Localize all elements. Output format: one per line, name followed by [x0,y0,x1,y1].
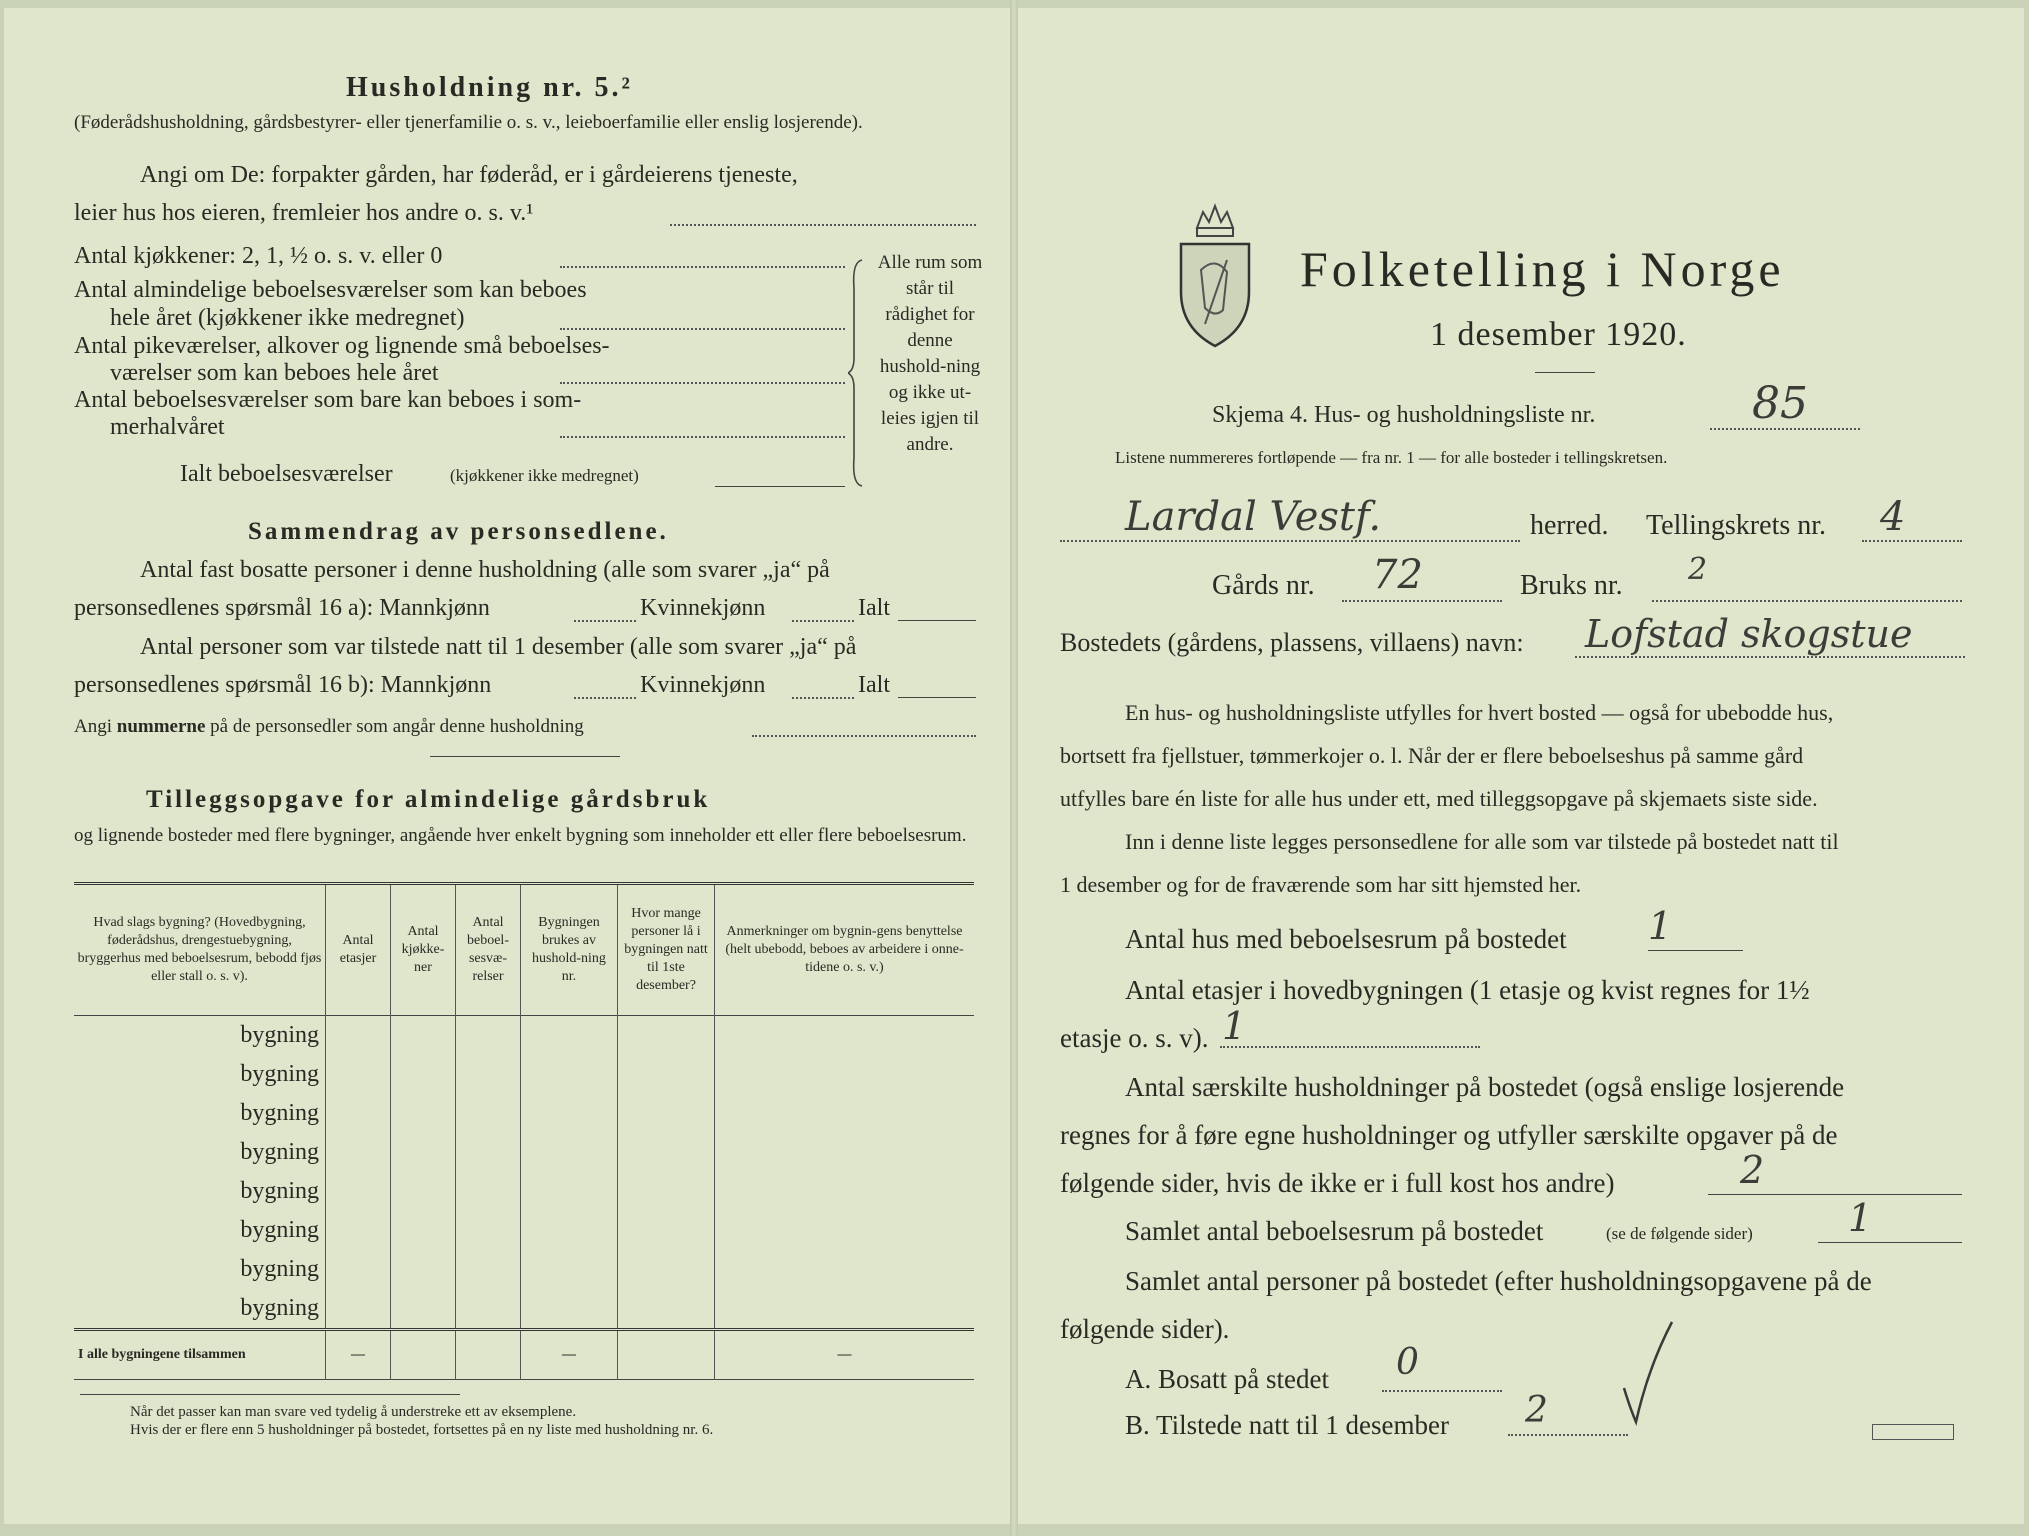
col-kitchens: Antal kjøkke-ner [391,884,456,1016]
hus-label: Antal hus med beboelsesrum på bostedet [1125,924,1567,954]
maid-rooms-line-2: værelser som kan beboes hele året [110,360,439,386]
rooms-year-line-1: Antal almindelige beboelsesværelser som kan beboes [74,277,587,303]
para1-line-2: bortsett fra fjellstuer, tømmerkojer o. l. Når der er flere beboelseshus på samme gård [1060,743,1804,768]
table-row[interactable]: bygning [74,1250,974,1289]
present-female-fill[interactable] [792,697,854,699]
fast-female-fill[interactable] [792,620,854,622]
total-rooms-note: (kjøkkener ikke medregnet) [450,466,639,485]
gards-label: Gårds nr. [1212,570,1315,601]
persons-line-2: følgende sider). [1060,1314,1230,1344]
summer-rooms-line-1: Antal beboelsesværelser som bare kan beboes i som- [74,387,582,413]
table-row[interactable]: bygning [74,1016,974,1056]
etasjer-value[interactable]: 1 [1222,1004,1247,1048]
footnote-2: Hvis der er flere enn 5 husholdninger på bostedet, fortsettes på en ny liste med husholdning nr. 6. [130,1422,714,1438]
para1-line-3: utfylles bare én liste for alle hus under ett, med tilleggsopgave på skjemaets siste side. [1060,786,1818,811]
fast-female-label: Kvinnekjønn [640,595,766,621]
rooms-total-value[interactable]: 1 [1848,1196,1873,1240]
rooms-total-fill[interactable] [1818,1242,1962,1243]
footnote-rule [80,1394,460,1395]
households-line-3: følgende sider, hvis de ikke er i full kost hos andre) [1060,1168,1615,1198]
bosted-fill[interactable] [1575,656,1965,658]
kitchens-label: Antal kjøkkener: 2, 1, ½ o. s. v. eller 0 [74,243,443,269]
present-total-label: Ialt [858,672,890,698]
hus-fill[interactable] [1648,950,1743,951]
bracket-note: Alle rum som står til rådighet for denne hushold-ning og ikke ut-leies igjen til andre. [877,252,983,455]
present-value[interactable]: 2 [1525,1390,1548,1431]
bruks-label: Bruks nr. [1520,570,1623,601]
buildings-table-header [74,884,974,1016]
households-line-1: Antal særskilte husholdninger på bostedet (også enslige losjerende [1125,1072,1845,1102]
bruks-value[interactable]: 2 [1688,552,1708,587]
para1-line-1: En hus- og husholdningsliste utfylles for hvert bosted — også for ubebodde hus, [1125,700,1834,725]
gards-fill[interactable] [1342,600,1502,602]
buildings-table [74,882,974,1380]
rooms-total-label: Samlet antal beboelsesrum på bostedet [1125,1216,1544,1246]
table-row[interactable]: bygning [74,1211,974,1250]
bosted-label: Bostedets (gårdens, plassens, villaens) navn: [1060,628,1524,657]
table-row[interactable]: bygning [74,1055,974,1094]
fast-total-fill[interactable] [898,620,976,621]
col-remarks: Anmerkninger om bygnin-gens benyttelse (helt ubebodd, beboes av arbeidere i onne-tidene o. s. v.) [715,884,975,1016]
resident-label: A. Bosatt på stedet [1125,1364,1329,1394]
herred-label: herred. [1530,510,1609,541]
bosted-value[interactable]: Lofstad skogstue [1585,612,1913,656]
title-divider [1535,372,1595,373]
summer-rooms-fill-line[interactable] [560,436,845,438]
households-line-2: regnes for å føre egne husholdninger og utfyller særskilte opgaver på de [1060,1120,1838,1150]
total-rooms-fill-line[interactable] [715,486,845,487]
present-male-fill[interactable] [574,697,636,699]
summer-rooms-line-2: merhalvåret [110,414,225,440]
angi-fill-line[interactable] [670,224,976,226]
resident-value[interactable]: 0 [1396,1342,1419,1383]
para2-line-2: 1 desember og for de fraværende som har sitt hjemsted her. [1060,872,1582,897]
numbering-note: Listene nummereres fortløpende — fra nr. 1 — for alle bosteder i tellingskretsen. [1115,448,1668,467]
present-line-2: personsedlenes spørsmål 16 b): Mannkjønn [74,672,492,698]
resident-fill[interactable] [1382,1390,1502,1392]
present-line-1: Antal personer som var tilstede natt til 1 desember (alle som svarer „ja“ på [140,634,857,660]
footnote-1: Når det passer kan man svare ved tydelig å understreke ett av eksemplene. [130,1404,577,1420]
col-persons: Hvor mange personer lå i bygningen natt til 1ste desember? [618,884,715,1016]
fast-male-fill[interactable] [574,620,636,622]
rooms-year-line-2: hele året (kjøkkener ikke medregnet) [110,305,465,331]
col-household: Bygningen brukes av hushold-ning nr. [521,884,618,1016]
total-label: I alle bygningene tilsammen [78,1347,246,1362]
households-fill[interactable] [1708,1194,1962,1195]
total-rooms-label: Ialt beboelsesværelser [180,461,393,487]
krets-label: Tellingskrets nr. [1646,510,1827,541]
angi-numbers-line: Angi nummerne på de personsedler som angår denne husholdning [74,716,584,737]
hus-value[interactable]: 1 [1648,904,1673,948]
persons-line-1: Samlet antal personer på bostedet (efter husholdningsopgavene på de [1125,1266,1872,1296]
maid-rooms-line-1: Antal pikeværelser, alkover og lignende små beboelses- [74,333,610,359]
present-total-fill[interactable] [898,697,976,698]
etasjer-line-1: Antal etasjer i hovedbygningen (1 etasje og kvist regnes for 1½ [1125,975,1810,1005]
krets-fill[interactable] [1862,540,1962,542]
herred-fill[interactable] [1060,540,1520,542]
col-rooms: Antal beboel-sesvæ-relser [456,884,521,1016]
krets-value[interactable]: 4 [1880,494,1906,540]
herred-value[interactable]: Lardal Vestf. [1125,494,1382,540]
summary-title: Sammendrag av personsedlene. [248,518,669,545]
etasjer-fill[interactable] [1220,1046,1480,1048]
census-date: 1 desember 1920. [1430,316,1687,353]
col-floors: Antal etasjer [326,884,391,1016]
households-value[interactable]: 2 [1740,1148,1765,1192]
col-building-type: Hvad slags bygning? (Hovedbygning, føderådshus, drengestuebygning, bryggerhus med beboelsesrum, bebodd fjøs eller stall o. s. v). [77,915,322,984]
angi-numbers-fill[interactable] [752,735,976,737]
table-row[interactable]: bygning [74,1133,974,1172]
coat-of-arms-icon [1175,200,1255,350]
present-female-label: Kvinnekjønn [640,672,766,698]
checkmark-icon [1618,1318,1678,1428]
schema-value[interactable]: 85 [1752,378,1808,429]
angi-line-2: leier hus hos eieren, fremleier hos andre o. s. v.¹ [74,200,534,226]
table-total-row: I alle bygningene tilsammen — — — [74,1330,974,1380]
schema-label: Skjema 4. Hus- og husholdningsliste nr. [1212,402,1596,428]
table-row[interactable]: bygning [74,1094,974,1133]
rooms-total-note: (se de følgende sider) [1606,1224,1753,1243]
present-fill[interactable] [1508,1434,1628,1436]
supplement-subtitle: og lignende bosteder med flere bygninger, angående hver enkelt bygning som inneholder ett eller flere beboelsesrum. [74,825,967,846]
page-fold [1010,0,1018,1536]
kitchens-fill-line[interactable] [560,266,845,268]
rooms-year-fill-line[interactable] [560,328,845,330]
fast-total-label: Ialt [858,595,890,621]
maid-rooms-fill-line[interactable] [560,382,845,384]
angi-line-1: Angi om De: forpakter gården, har føderåd, er i gårdeierens tjeneste, [140,162,798,188]
bruks-fill[interactable] [1652,600,1962,602]
gards-value[interactable]: 72 [1372,552,1423,598]
brace-icon [848,258,870,488]
para2-line-1: Inn i denne liste legges personsedlene for alle som var tilstede på bostedet natt til [1125,829,1839,854]
table-row[interactable]: bygning [74,1289,974,1330]
printer-stamp [1872,1424,1954,1440]
fast-line-1: Antal fast bosatte personer i denne husholdning (alle som svarer „ja“ på [140,557,830,583]
household-intro-note: (Føderådshusholdning, gårdsbestyrer- eller tjenerfamilie o. s. v., leieboerfamilie eller enslig losjerende). [74,112,863,133]
supplement-title: Tilleggsopgave for almindelige gårdsbruk [146,786,711,813]
household-title: Husholdning nr. 5.² [346,72,633,103]
table-row[interactable]: bygning [74,1172,974,1211]
section-divider [430,756,620,757]
census-title: Folketelling i Norge [1300,241,1785,297]
present-label: B. Tilstede natt til 1 desember [1125,1410,1449,1440]
fast-line-2: personsedlenes spørsmål 16 a): Mannkjønn [74,595,490,621]
etasjer-line-2: etasje o. s. v). [1060,1023,1209,1053]
